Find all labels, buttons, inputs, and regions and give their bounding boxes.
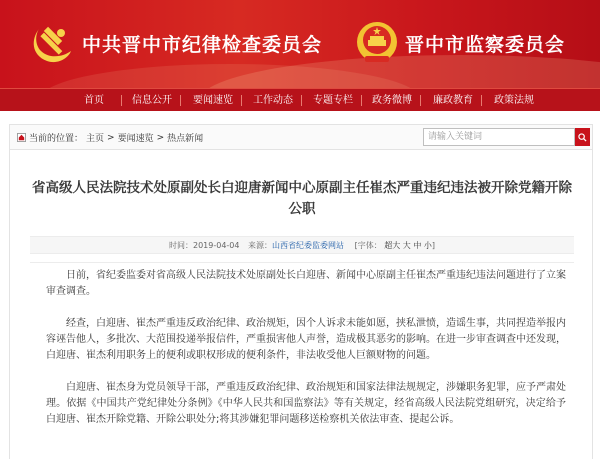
nav-item-special-topics[interactable]: 专题专栏 (313, 95, 353, 106)
nav-item-policies-regulations[interactable]: 政策法规 (494, 95, 534, 106)
nav-separator (481, 95, 482, 106)
nav-separator (420, 95, 421, 106)
divider (30, 262, 574, 263)
breadcrumb-separator: > (156, 132, 165, 143)
font-size-medium[interactable]: 中 (413, 241, 422, 250)
font-size-xlarge[interactable]: 超大 (384, 241, 401, 250)
meta-time-label: 时间： (168, 241, 193, 250)
search-input[interactable] (423, 128, 575, 146)
main-nav (0, 88, 600, 111)
breadcrumb-prefix: 当前的位置： (29, 134, 84, 144)
meta-font-end: ] (431, 241, 436, 250)
font-size-small[interactable]: 小 (423, 241, 432, 250)
banner-title-right: 晋中市监察委员会 (405, 34, 566, 56)
site-banner (0, 0, 600, 88)
meta-font-label: [字体： (354, 241, 382, 250)
nav-item-home[interactable]: 首页 (84, 95, 104, 106)
nav-separator (241, 95, 242, 106)
national-emblem-icon (355, 20, 399, 66)
nav-item-gov-weibo[interactable]: 政务微博 (372, 95, 412, 106)
nav-item-info-disclosure[interactable]: 信息公开 (132, 95, 172, 106)
breadcrumb (17, 131, 203, 144)
nav-separator (121, 95, 122, 106)
breadcrumb-item-hot-news[interactable]: 热点新闻 (167, 134, 204, 144)
font-size-large[interactable]: 大 (402, 241, 411, 250)
article-paragraph: 白迎唐、崔杰身为党员领导干部，严重违反政治纪律、政治规矩和国家法律法规规定，涉嫌职务犯罪，应予严肃处理。依据《中国共产党纪律处分条例》《中华人民共和国监察法》等有关规定，经省高级人民法院党组研究，决定给予白迎唐、崔杰开除党籍、开除公职处分;将其涉嫌犯罪问题移送检察机关依法审查、提起公诉。 (46, 382, 566, 425)
nav-item-integrity-education[interactable]: 廉政教育 (433, 95, 473, 106)
article-paragraph: 经查，白迎唐、崔杰严重违反政治纪律、政治规矩，因个人诉求未能如愿，挟私泄愤，造谣生事，共同捏造举报内容诬告他人，多批次、大范围投递举报信件，严重损害他人声誉，造成极其恶劣的影响。在进一步审查调查中还发现，白迎唐、崔杰利用职务上的便利或职权形成的便利条件，非法收受他人巨额财物的问题。 (46, 318, 566, 361)
article-title: 省高级人民法院技术处原副处长白迎唐新闻中心原副主任崔杰严重违纪违法被开除党籍开除公职 (32, 180, 572, 217)
article-paragraph: 日前，省纪委监委对省高级人民法院技术处原副处长白迎唐、新闻中心原副主任崔杰严重违纪违法问题进行了立案审查调查。 (46, 270, 566, 297)
meta-source[interactable]: 山西省纪委监委网站 (272, 241, 345, 250)
meta-time: 2019-04-04 (192, 241, 240, 250)
nav-separator (180, 95, 181, 106)
meta-source-label: 来源： (248, 241, 273, 250)
breadcrumb-bar (9, 124, 593, 150)
banner-title-left: 中共晋中市纪律检查委员会 (82, 34, 323, 56)
article-meta (30, 236, 574, 254)
breadcrumb-item-news-overview[interactable]: 要闻速览 (117, 134, 154, 144)
breadcrumb-item-home[interactable]: 主页 (86, 134, 105, 144)
nav-separator (361, 95, 362, 106)
search-icon (578, 133, 587, 142)
breadcrumb-separator: > (107, 132, 115, 143)
search-button[interactable] (575, 128, 590, 146)
nav-item-work-updates[interactable]: 工作动态 (253, 95, 293, 106)
article-container (9, 150, 593, 459)
banner-wave-decoration (200, 55, 600, 88)
party-emblem-icon (25, 19, 75, 69)
location-icon (17, 133, 26, 142)
nav-item-news-overview[interactable]: 要闻速览 (193, 95, 233, 106)
nav-separator (301, 95, 302, 106)
